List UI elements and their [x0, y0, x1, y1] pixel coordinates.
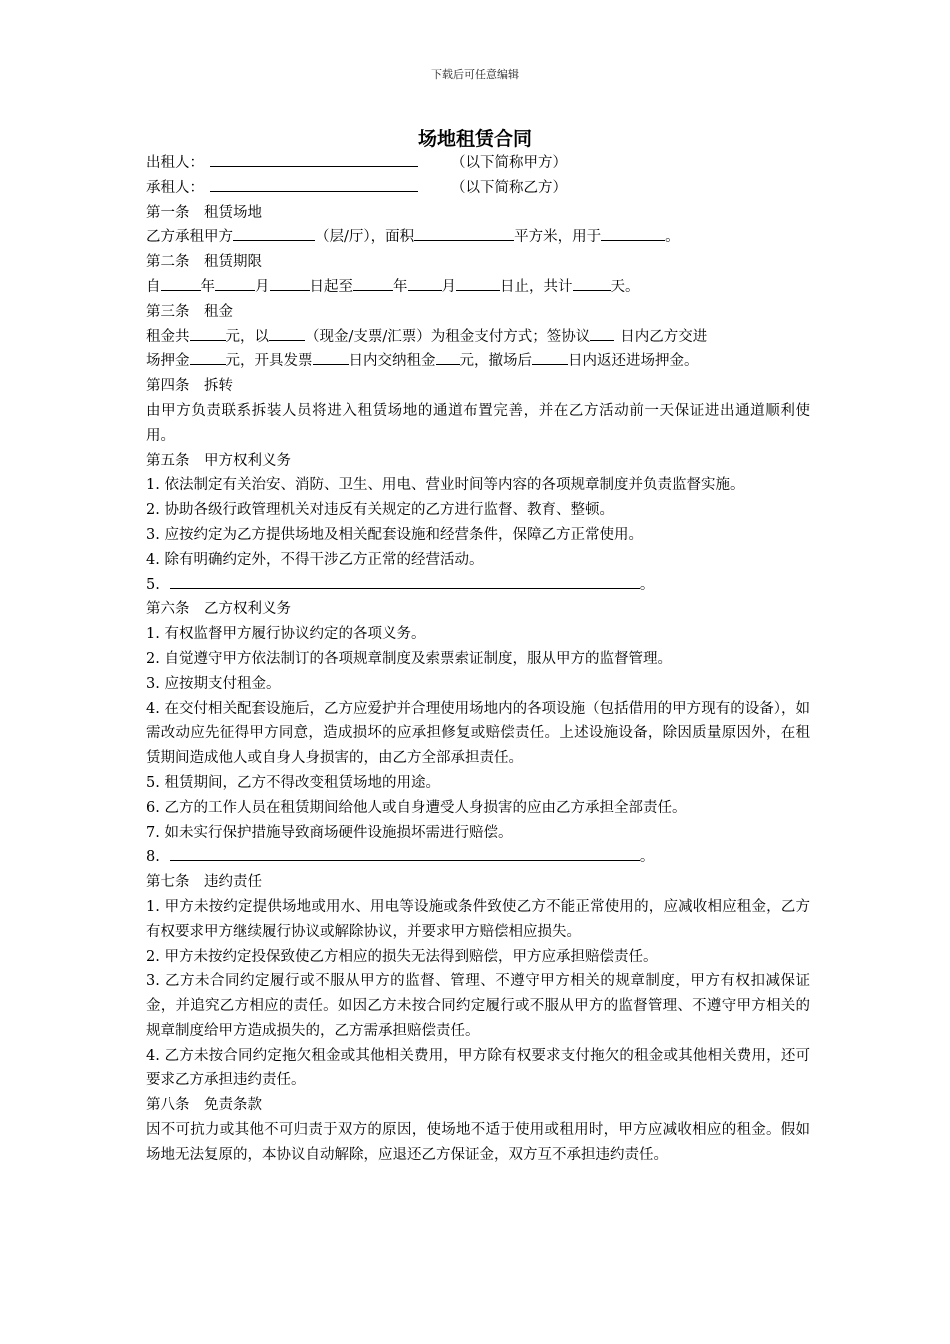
article-7-item-2: 2. 甲方未按约定投保致使乙方相应的损失无法得到赔偿，甲方应承担赔偿责任。: [146, 948, 658, 965]
lessor-label: 出租人：: [146, 155, 204, 171]
article-6-item-7: 7. 如未实行保护措施导致商场硬件设施损坏需进行赔偿。: [146, 824, 513, 841]
lessee-note: （以下简称乙方）: [451, 179, 567, 196]
article-5-item-3: 3. 应按约定为乙方提供场地及相关配套设施和经营条件，保障乙方正常使用。: [146, 526, 643, 543]
sign-days-blank[interactable]: [590, 325, 614, 341]
invoice-days-blank[interactable]: [313, 349, 349, 365]
deposit-blank[interactable]: [190, 349, 226, 365]
art2-text-8: 天。: [610, 278, 640, 295]
art3-text-5: 场押金: [146, 353, 190, 370]
article-4-heading: 第四条 拆转: [146, 378, 233, 395]
art3-text-6: 元，开具发票: [225, 353, 313, 370]
article-8-text: 因不可抗力或其他不可归责于双方的原因，使场地不适于使用或租用时，甲方应减收相应的租金。假如场地无法复原的，本协议自动解除，应退还乙方保证金，双方互不承担违约责任。: [146, 1122, 810, 1163]
floor-blank[interactable]: [233, 225, 315, 241]
article-5-heading: 第五条 甲方权利义务: [146, 452, 291, 469]
article-7-item-3: 3. 乙方未合同约定履行或不服从甲方的监督、管理、不遵守甲方相关的规章制度，甲方有权扣减保证金，并追究乙方相应的责任。如因乙方未按合同约定履行或不服从甲方的监督管理、不遵守甲方相关的规章制度给甲方造成损失的，乙方需承担赔偿责任。: [146, 973, 810, 1039]
article-6-item-6: 6. 乙方的工作人员在租赁期间给他人或自身遭受人身损害的应由乙方承担全部责任。: [146, 799, 687, 816]
end-year-blank[interactable]: [353, 275, 393, 291]
article-8-heading: 第八条 免责条款: [146, 1097, 262, 1114]
payment-method-blank[interactable]: [269, 325, 305, 341]
article-6-item-8: [146, 845, 810, 870]
article-1-heading: 第一条 租赁场地: [146, 204, 262, 221]
art1-text-4: 。: [665, 229, 680, 246]
purpose-blank[interactable]: [601, 225, 665, 241]
lessor-note: （以下简称甲方）: [451, 155, 567, 171]
article-5-item-5: [146, 573, 810, 598]
art3-text-4: 日内乙方交进: [620, 328, 708, 345]
art5-item5-blank[interactable]: [170, 573, 640, 589]
article-5-item-1: 1. 依法制定有关治安、消防、卫生、用电、营业时间等内容的各项规章制度并负责监督实施。: [146, 477, 745, 494]
article-5-item-2: 2. 协助各级行政管理机关对违反有关规定的乙方进行监督、教育、整顿。: [146, 502, 614, 519]
article-4-text: 由甲方负责联系拆装人员将进入租赁场地的通道布置完善，并在乙方活动前一天保证进出通道顺利使用。: [146, 402, 810, 444]
art2-text-5: 年: [393, 278, 408, 295]
start-day-blank[interactable]: [270, 275, 310, 291]
area-blank[interactable]: [414, 225, 514, 241]
art1-text-1: 乙方承租甲方: [146, 229, 233, 246]
article-3-line-1: [146, 325, 810, 350]
total-days-blank[interactable]: [573, 275, 611, 291]
rent-paid-blank[interactable]: [436, 349, 460, 365]
art3-text-3: （现金/支票/汇票）为租金支付方式；签协议: [305, 328, 591, 345]
article-3-line-2: [146, 349, 810, 374]
art2-text-2: 年: [200, 278, 215, 295]
article-6-item-1: 1. 有权监督甲方履行协议约定的各项义务。: [146, 626, 426, 643]
art2-text-1: 自: [146, 278, 161, 295]
article-7-item-4: 4. 乙方未按合同约定拖欠租金或其他相关费用，甲方除有权要求支付拖欠的租金或其他相关费用，还可要求乙方承担违约责任。: [146, 1047, 810, 1089]
article-6-item-4: 4. 在交付相关配套设施后，乙方应爱护并合理使用场地内的各项设施（包括借用的甲方现有的设备），如需改动应先征得甲方同意，造成损坏的应承担修复或赔偿责任。上述设施设备，除因质量原因外，在租赁期间造成他人或自身人身损害的，由乙方全部承担责任。: [146, 700, 810, 767]
art6-item8-number: 8.: [146, 849, 160, 866]
header-note: 下载后可任意编辑: [431, 68, 519, 81]
article-5-item-4: 4. 除有明确约定外，不得干涉乙方正常的经营活动。: [146, 551, 484, 568]
start-year-blank[interactable]: [161, 275, 201, 291]
rent-amount-blank[interactable]: [190, 325, 226, 341]
contract-body: [146, 151, 810, 1168]
art3-text-9: 日内返还进场押金。: [568, 353, 699, 370]
art3-text-8: 元，撤场后: [459, 353, 532, 370]
lessee-label: 承租人：: [146, 179, 204, 196]
art5-item5-end: 。: [639, 576, 655, 593]
article-7-heading: 第七条 违约责任: [146, 874, 262, 891]
start-month-blank[interactable]: [215, 275, 255, 291]
article-6-heading: 第六条 乙方权利义务: [146, 601, 291, 618]
art3-text-1: 租金共: [146, 328, 190, 345]
article-6-item-2: 2. 自觉遵守甲方依法制订的各项规章制度及索票索证制度，服从甲方的监督管理。: [146, 650, 672, 667]
art3-text-2: 元，以: [225, 328, 269, 345]
art6-item8-blank[interactable]: [170, 845, 640, 861]
art1-text-2: （层/厅），面积: [315, 229, 415, 246]
art5-item5-number: 5.: [146, 576, 160, 593]
art2-text-3: 月: [255, 278, 270, 295]
end-day-blank[interactable]: [456, 275, 500, 291]
art1-text-3: 平方米，用于: [514, 229, 602, 246]
art2-text-7: 日止，共计: [500, 278, 573, 295]
article-6-item-5: 5. 租赁期间，乙方不得改变租赁场地的用途。: [146, 774, 440, 791]
article-6-item-3: 3. 应按期支付租金。: [146, 675, 281, 692]
lessee-line: [146, 176, 810, 201]
refund-days-blank[interactable]: [532, 349, 568, 365]
art2-text-4: 日起至: [309, 278, 353, 295]
article-7-item-1: 1. 甲方未按约定提供场地或用水、用电等设施或条件致使乙方不能正常使用的，应减收相应租金，乙方有权要求甲方继续履行协议或解除协议，并要求甲方赔偿相应损失。: [146, 898, 810, 940]
document-title: 场地租赁合同: [417, 128, 532, 150]
article-2-text: [146, 275, 810, 300]
art6-item8-end: 。: [639, 849, 655, 866]
article-2-heading: 第二条 租赁期限: [146, 254, 262, 271]
end-month-blank[interactable]: [408, 275, 442, 291]
art3-text-7: 日内交纳租金: [348, 353, 436, 370]
lessor-line: [146, 151, 810, 176]
lessee-blank[interactable]: [210, 176, 418, 192]
art2-text-6: 月: [441, 278, 456, 295]
lessor-blank[interactable]: [210, 151, 418, 167]
article-3-heading: 第三条 租金: [146, 303, 233, 320]
article-1-text: [146, 225, 810, 250]
